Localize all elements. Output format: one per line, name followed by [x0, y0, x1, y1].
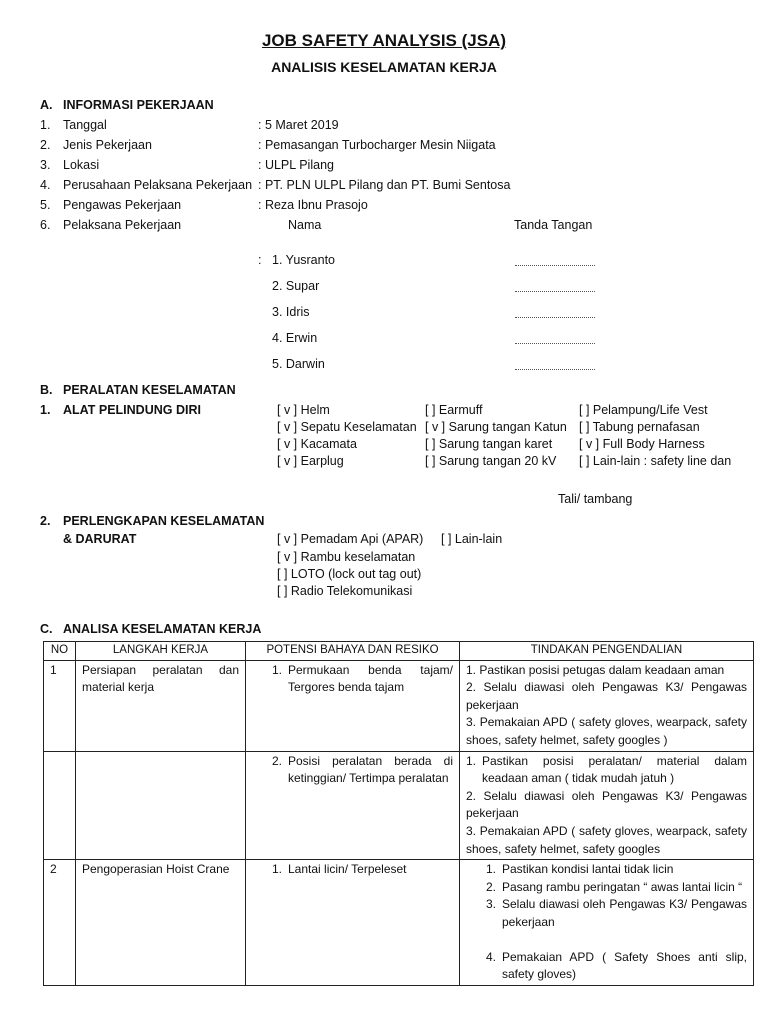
field-2-num: 2.: [40, 138, 51, 152]
control-item: 1. Pastikan posisi petugas dalam keadaan aman: [466, 662, 725, 677]
header-control: TINDAKAN PENGENDALIAN: [460, 642, 754, 661]
checkbox-item: [ v ] Sepatu Keselamatan: [277, 420, 417, 434]
control-spacer: [466, 932, 747, 949]
row-no: [44, 751, 76, 860]
hazard-num: 1.: [272, 662, 283, 677]
workers-name-header: Nama: [288, 218, 322, 232]
control-num: 3.: [486, 897, 497, 912]
row-control: [460, 660, 754, 751]
field-supervisor-value: : Reza Ibnu Prasojo: [258, 198, 368, 212]
checkbox-item: [ ] LOTO (lock out tag out): [277, 567, 422, 581]
document-subtitle: ANALISIS KESELAMATAN KERJA: [271, 59, 497, 75]
section-a-letter: A.: [40, 98, 53, 112]
field-location-label: Lokasi: [63, 158, 100, 172]
control-item: Selalu diawasi oleh Pengawas K3/ Pengawas pekerjaan: [502, 897, 747, 929]
worker-name: 4. Erwin: [272, 331, 318, 345]
field-executor-label: Pelaksana Pekerjaan: [63, 218, 182, 232]
workers-colon: :: [258, 253, 262, 267]
hazard-num: 1.: [272, 862, 283, 877]
row-no: 2: [44, 860, 76, 986]
field-location-value: : ULPL Pilang: [258, 158, 334, 172]
checkbox-item: [ ] Lain-lain: [441, 532, 503, 546]
signature-line: [515, 369, 595, 370]
field-supervisor-label: Pengawas Pekerjaan: [63, 198, 182, 212]
field-6-num: 6.: [40, 218, 51, 232]
field-company-label: Perusahaan Pelaksana Pekerjaan: [63, 178, 253, 192]
control-num: 1.: [466, 753, 477, 768]
checkbox-item: [ v ] Earplug: [277, 454, 344, 468]
table-row: [44, 860, 754, 986]
section-b-title: PERALATAN KESELAMATAN: [63, 383, 236, 397]
field-5-num: 5.: [40, 198, 51, 212]
control-num: 2.: [486, 879, 497, 894]
signature-line: [515, 317, 595, 318]
section-c-title: ANALISA KESELAMATAN KERJA: [63, 622, 262, 636]
table-row: [44, 751, 754, 860]
field-3-num: 3.: [40, 158, 51, 172]
checkbox-item: [ ] Pelampung/Life Vest: [579, 403, 708, 417]
control-item: Pastikan kondisi lantai tidak licin: [502, 862, 674, 877]
hazard-num: 2.: [272, 753, 283, 768]
control-item: Pastikan posisi peralatan/ material dalam keadaan aman ( tidak mudah jatuh ): [482, 753, 747, 786]
field-date-value: : 5 Maret 2019: [258, 118, 339, 132]
workers-signature-header: Tanda Tangan: [514, 218, 593, 232]
control-item: Pemakaian APD ( Safety Shoes anti slip, safety gloves): [502, 949, 747, 982]
section-a-title: INFORMASI PEKERJAAN: [63, 98, 214, 112]
checkbox-item: [ ] Sarung tangan 20 kV: [425, 454, 557, 468]
section-b-letter: B.: [40, 383, 53, 397]
row-step: Persiapan peralatan dan material kerja: [76, 660, 246, 751]
field-4-num: 4.: [40, 178, 51, 192]
apd-num: 1.: [40, 403, 51, 417]
row-step: Pengoperasian Hoist Crane: [76, 860, 246, 986]
row-hazard: [246, 660, 460, 751]
emergency-num: 2.: [40, 514, 51, 528]
table-row: [44, 660, 754, 751]
control-num: 1.: [486, 862, 497, 877]
signature-line: [515, 265, 595, 266]
checkbox-item: [ ] Tabung pernafasan: [579, 420, 700, 434]
row-no: 1: [44, 660, 76, 751]
signature-line: [515, 343, 595, 344]
row-hazard: [246, 860, 460, 986]
field-company-value: : PT. PLN ULPL Pilang dan PT. Bumi Sentosa: [258, 178, 511, 192]
worker-name: 3. Idris: [272, 305, 310, 319]
worker-name: 1. Yusranto: [272, 253, 336, 267]
control-item: 2. Selalu diawasi oleh Pengawas K3/ Pengawas pekerjaan: [466, 788, 747, 821]
field-1-num: 1.: [40, 118, 51, 132]
header-no: NO: [44, 642, 76, 661]
checkbox-item: [ v ] Helm: [277, 403, 330, 417]
document-title: JOB SAFETY ANALYSIS (JSA): [261, 31, 507, 50]
checkbox-item: [ v ] Sarung tangan Katun: [425, 420, 567, 434]
control-item: Pasang rambu peringatan “ awas lantai licin “: [502, 879, 743, 894]
row-control: [460, 751, 754, 860]
hazard-text: Posisi peralatan berada di ketinggian/ Tertimpa peralatan: [288, 753, 453, 786]
hazard-text: Permukaan benda tajam/ Tergores benda tajam: [288, 662, 453, 695]
checkbox-item: [ ] Earmuff: [425, 403, 483, 417]
control-item: 3. Pemakaian APD ( safety gloves, wearpack, safety shoes, safety helmet, safety googles ): [466, 715, 747, 747]
checkbox-item: [ ] Radio Telekomunikasi: [277, 584, 413, 598]
emergency-title-line2: & DARURAT: [63, 532, 137, 546]
worker-name: 2. Supar: [272, 279, 320, 293]
control-item: 3. Pemakaian APD ( safety gloves, wearpack, safety shoes, safety helmet, safety googles: [466, 823, 747, 856]
checkbox-item: [ ] Lain-lain : safety line dan: [579, 454, 732, 468]
header-hazard: POTENSI BAHAYA DAN RESIKO: [246, 642, 460, 661]
table-header-row: [44, 642, 754, 661]
checkbox-item: [ v ] Rambu keselamatan: [277, 550, 416, 564]
section-c-letter: C.: [40, 622, 53, 636]
emergency-title: PERLENGKAPAN KESELAMATAN: [63, 514, 265, 528]
checkbox-item: [ v ] Kacamata: [277, 437, 357, 451]
signature-line: [515, 291, 595, 292]
hazard-text: Lantai licin/ Terpeleset: [288, 862, 407, 877]
jsa-table: [43, 641, 754, 986]
row-step: [76, 751, 246, 860]
apd-continuation: Tali/ tambang: [558, 492, 633, 506]
control-num: 4.: [486, 949, 497, 964]
control-item: 2. Selalu diawasi oleh Pengawas K3/ Pengawas pekerjaan: [466, 680, 747, 712]
field-job-type-value: : Pemasangan Turbocharger Mesin Niigata: [258, 138, 496, 152]
worker-name: 5. Darwin: [272, 357, 325, 371]
checkbox-item: [ v ] Full Body Harness: [579, 437, 705, 451]
field-job-type-label: Jenis Pekerjaan: [63, 138, 152, 152]
checkbox-item: [ ] Sarung tangan karet: [425, 437, 553, 451]
checkbox-item: [ v ] Pemadam Api (APAR): [277, 532, 424, 546]
field-date-label: Tanggal: [63, 118, 107, 132]
row-control: [460, 860, 754, 986]
header-step: LANGKAH KERJA: [76, 642, 246, 661]
apd-title: ALAT PELINDUNG DIRI: [63, 403, 201, 417]
row-hazard: [246, 751, 460, 860]
